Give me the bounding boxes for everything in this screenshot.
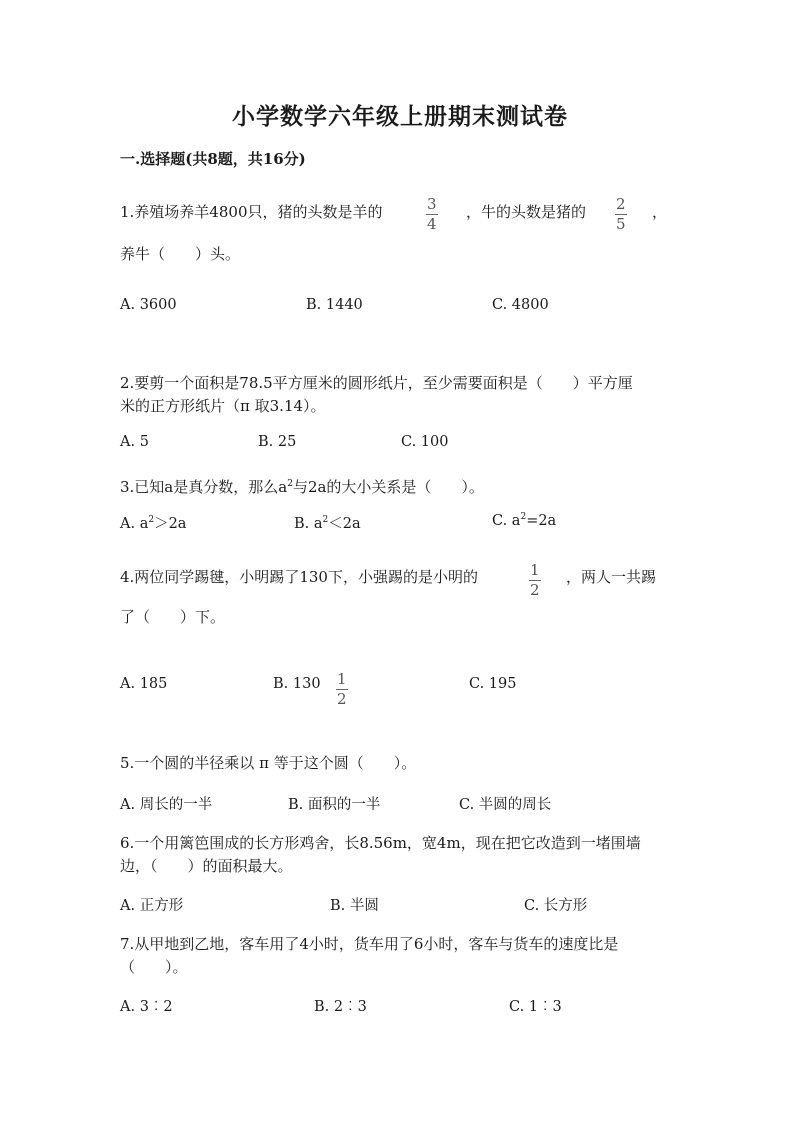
fraction-2-5: [614, 196, 628, 233]
question-2-line1: 2.要剪一个面积是78.5平方厘米的圆形纸片，至少需要面积是（ ）平方厘: [120, 374, 633, 392]
option-b[interactable]: [294, 512, 361, 533]
fraction-3-4: [425, 196, 439, 233]
option-c[interactable]: C. 长方形: [524, 898, 588, 914]
exponent: 2: [520, 512, 527, 522]
section-heading: 一.选择题(共8题，共16分): [120, 150, 306, 168]
option-text: ＜2a: [328, 516, 361, 532]
question-3-text-b: 与2a的大小关系是（ ）。: [292, 478, 484, 496]
fraction-1-2: [528, 562, 542, 599]
question-3-text-a: 3.已知a是真分数，那么a: [120, 478, 288, 496]
fraction-numerator: 2: [616, 195, 626, 213]
option-c[interactable]: C. 半圆的周长: [459, 797, 552, 813]
question-7-line2: （ ）。: [120, 958, 188, 976]
fraction-numerator: 3: [427, 195, 437, 213]
question-6-line2: 边，（ ）的面积最大。: [120, 857, 293, 875]
option-c[interactable]: C. 195: [469, 676, 517, 692]
option-text: =2a: [526, 512, 557, 529]
fraction-denominator: 2: [337, 690, 347, 708]
option-b[interactable]: B. 1440: [306, 297, 363, 313]
option-b[interactable]: B. 2︰3: [314, 999, 367, 1015]
question-4-line1b: ，两人一共踢: [566, 568, 657, 586]
exponent: 2: [287, 479, 293, 489]
fraction-denominator: 5: [616, 215, 626, 233]
option-text: C. a: [492, 512, 521, 529]
option-c[interactable]: C. 4800: [492, 297, 549, 313]
option-c[interactable]: C. 1︰3: [509, 999, 562, 1015]
exponent: 2: [322, 515, 329, 526]
option-a[interactable]: A. 正方形: [120, 898, 184, 914]
page-title: 小学数学六年级上册期末测试卷: [232, 103, 568, 130]
fraction-denominator: 2: [530, 581, 540, 599]
option-a[interactable]: A. 3︰2: [120, 999, 173, 1015]
option-text: ＞2a: [154, 516, 187, 532]
option-a[interactable]: [120, 512, 186, 533]
option-text: A. a: [120, 516, 149, 532]
option-b[interactable]: B. 130: [273, 676, 321, 692]
question-1-line2: 养牛（ ）头。: [120, 245, 241, 263]
option-c[interactable]: [492, 512, 556, 529]
option-b[interactable]: B. 半圆: [330, 898, 379, 914]
option-b[interactable]: B. 25: [258, 434, 297, 450]
question-2-line2: 米的正方形纸片（π 取3.14）。: [120, 397, 326, 415]
question-1-line1a: 1.养殖场养羊4800只，猪的头数是羊的: [120, 203, 383, 221]
option-a[interactable]: A. 3600: [120, 297, 177, 313]
fraction-1-2: [335, 671, 349, 708]
option-a[interactable]: A. 周长的一半: [120, 797, 213, 813]
option-a[interactable]: A. 185: [120, 676, 168, 692]
question-5-line1: 5.一个圆的半径乘以 π 等于这个圆（ ）。: [120, 754, 417, 772]
question-6-line1: 6.一个用篱笆围成的长方形鸡舍，长8.56m，宽4m，现在把它改造到一堵围墙: [120, 834, 641, 852]
option-text: B. a: [294, 516, 323, 532]
option-a[interactable]: A. 5: [120, 434, 149, 450]
fraction-numerator: 1: [337, 670, 347, 688]
question-1-line1b: ，牛的头数是猪的: [466, 203, 587, 221]
option-b[interactable]: B. 面积的一半: [288, 797, 381, 813]
fraction-denominator: 4: [427, 215, 437, 233]
question-3-line: [120, 473, 484, 498]
question-7-line1: 7.从甲地到乙地，客车用了4小时，货车用了6小时，客车与货车的速度比是: [120, 935, 619, 953]
question-4-line1a: 4.两位同学踢毽，小明踢了130下，小强踢的是小明的: [120, 568, 478, 586]
question-1-line1c: ，: [652, 203, 668, 221]
fraction-numerator: 1: [530, 561, 540, 579]
question-4-line2: 了（ ）下。: [120, 608, 226, 626]
option-c[interactable]: C. 100: [401, 434, 449, 450]
exponent: 2: [148, 515, 155, 526]
